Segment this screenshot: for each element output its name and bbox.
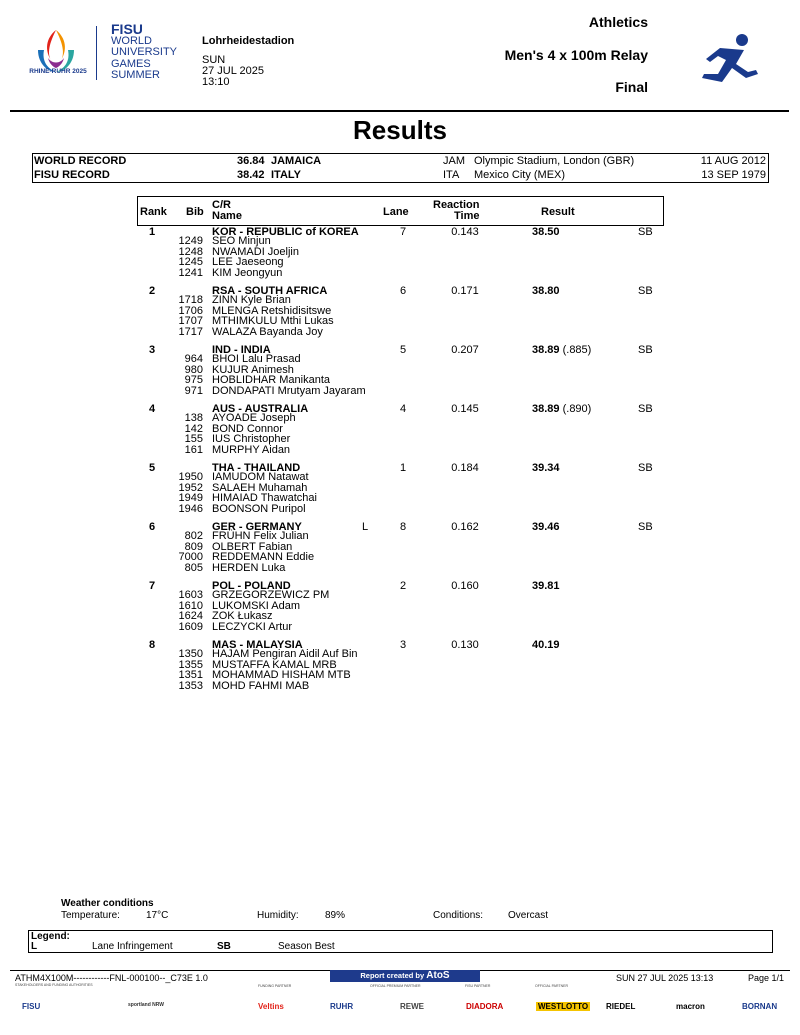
athlete-name: KUJUR Animesh — [212, 363, 294, 376]
bib-number: 1350 — [178, 648, 203, 660]
bib-number: 1610 — [178, 599, 203, 612]
col-name: Name — [212, 210, 242, 222]
bib-number: 964 — [184, 353, 203, 365]
reaction-time: 0.171 — [451, 285, 479, 297]
result-value: 38.89 — [532, 344, 560, 356]
partner-category: FISU PARTNER — [465, 984, 491, 988]
wordmark-line: FISU — [111, 21, 143, 37]
athlete-names — [212, 472, 317, 514]
bib-number: 161 — [184, 443, 203, 456]
record-noc: ITA — [443, 169, 460, 181]
legend-title: Legend: — [31, 931, 70, 942]
emblem-wordmark: RHINE-RUHR 2025 — [29, 68, 87, 75]
athlete-name: WALAZA Bayanda Joy — [212, 325, 323, 338]
legend-desc: Lane Infringement — [92, 941, 173, 952]
sponsor-logo: WESTLOTTO — [538, 1002, 589, 1011]
bib-number: 980 — [184, 363, 203, 376]
athlete-name: AYOADE Joseph — [212, 412, 296, 424]
team-name: RSA - SOUTH AFRICA — [212, 285, 328, 297]
result-row — [137, 227, 664, 286]
event-day: SUN — [202, 54, 226, 66]
athlete-name: NWAMADI Joeljin — [212, 245, 299, 258]
bib-number: 1241 — [178, 266, 203, 279]
bib-numbers — [165, 354, 203, 396]
athlete-name: DONDAPATI Mrutyam Jayaram — [212, 384, 366, 397]
athlete-name: HOBLIDHAR Manikanta — [212, 374, 330, 386]
rank: 3 — [148, 344, 156, 356]
athlete-name: BOONSON Puripol — [212, 502, 306, 515]
bib-number: 1718 — [178, 294, 203, 306]
record-date: 13 SEP 1979 — [701, 169, 766, 181]
fisu-wordmark — [111, 21, 178, 82]
result-value: 38.80 — [532, 285, 560, 297]
event-name: Men's 4 x 100m Relay — [504, 47, 648, 63]
record-label: WORLD RECORD — [34, 155, 127, 167]
bib-number: 1950 — [178, 471, 203, 483]
athlete-name: SALAEH Muhamah — [212, 481, 308, 494]
col-rank: Rank — [140, 206, 167, 218]
athlete-name: LECZYCKI Artur — [212, 620, 293, 633]
reaction-time: 0.130 — [451, 639, 479, 651]
bib-number: 1603 — [178, 589, 203, 601]
athlete-name: HAJAM Pengiran Aidil Auf Bin — [212, 648, 358, 660]
result-row — [137, 404, 664, 463]
event-date: 27 JUL 2025 — [202, 65, 264, 77]
record-flag: SB — [638, 403, 653, 415]
athlete-name: SEO Minjun — [212, 235, 271, 247]
bib-numbers — [165, 590, 203, 632]
report-code: ATHM4X100M------------FNL-000100--_C73E 1.0 — [15, 973, 208, 983]
athlete-name: MLENGA Retshidisitswe — [212, 304, 332, 317]
rank: 7 — [148, 580, 156, 592]
sponsor-logo: Veltins — [258, 1002, 284, 1011]
record-flag: SB — [638, 344, 653, 356]
bib-number: 1946 — [178, 502, 203, 515]
athlete-name: ZOK Łukasz — [212, 610, 273, 622]
lane: 1 — [399, 462, 407, 474]
result-row — [137, 345, 664, 404]
legend-box — [28, 930, 773, 953]
bib-numbers — [165, 531, 203, 573]
col-cr: C/R — [212, 199, 231, 211]
bib-numbers — [165, 472, 203, 514]
result-value: 40.19 — [532, 639, 560, 651]
lane: 8 — [399, 521, 407, 533]
athlete-name: REDDEMANN Eddie — [212, 551, 315, 563]
bib-number: 142 — [184, 422, 203, 435]
result-tie: (.885) — [562, 344, 592, 356]
reaction-time: 0.145 — [451, 403, 479, 415]
result-time — [532, 286, 560, 297]
bib-number: 1248 — [178, 245, 203, 258]
temperature-label: Temperature: — [61, 910, 120, 921]
record-flag: SB — [638, 285, 653, 297]
sponsor-logo: RIEDEL — [606, 1002, 636, 1011]
venue-name: Lohrheidestadion — [202, 35, 295, 47]
record-date: 11 AUG 2012 — [700, 155, 766, 167]
record-label: FISU RECORD — [34, 169, 110, 181]
result-value: 38.50 — [532, 226, 560, 238]
bib-number: 971 — [184, 384, 203, 397]
atos-logo: AtoS — [426, 970, 450, 981]
print-date: SUN 27 JUL 2025 13:13 — [616, 973, 714, 983]
bib-number: 1707 — [178, 315, 203, 327]
partner-category: OFFICIAL PARTNER — [535, 984, 568, 988]
bib-number: 7000 — [178, 551, 203, 563]
col-reaction: Reaction — [433, 199, 480, 211]
temperature-value: 17°C — [146, 910, 169, 921]
bib-number: 1249 — [178, 235, 203, 247]
col-lane: Lane — [383, 206, 409, 218]
result-value: 38.89 — [532, 403, 560, 415]
logo-divider — [96, 26, 97, 80]
conditions-value: Overcast — [508, 910, 549, 921]
sponsor-logo: FISU — [22, 1002, 41, 1011]
reaction-time: 0.162 — [451, 521, 479, 533]
record-team: ITALY — [271, 169, 301, 181]
reaction-time: 0.207 — [451, 344, 479, 356]
athlete-name: LEE Jaeseong — [212, 256, 284, 268]
athlete-names — [212, 236, 299, 278]
athlete-name: IUS Christopher — [212, 433, 291, 445]
legend-code: SB — [217, 941, 231, 952]
reaction-time: 0.143 — [451, 226, 479, 238]
record-time: 36.84 — [237, 155, 265, 167]
record-venue: Mexico City (MEX) — [474, 169, 566, 181]
col-result: Result — [541, 206, 575, 218]
result-row — [137, 522, 664, 581]
conditions-label: Conditions: — [433, 910, 484, 921]
team-name: GER - GERMANY — [212, 521, 302, 533]
lane: 2 — [399, 580, 407, 592]
banner-prefix: Report created by — [360, 971, 425, 980]
sponsor-logo: REWE — [400, 1002, 424, 1011]
rank: 2 — [148, 285, 156, 297]
atos-banner — [330, 970, 480, 982]
rank: 8 — [148, 639, 156, 651]
bib-numbers — [165, 295, 203, 337]
humidity-label: Humidity: — [257, 910, 299, 921]
athlete-name: IAMUDOM Natawat — [212, 471, 309, 483]
athlete-name: HERDEN Luka — [212, 561, 286, 574]
record-flag: SB — [638, 521, 653, 533]
athlete-name: KIM Jeongyun — [212, 266, 283, 279]
bib-number: 155 — [184, 433, 203, 445]
athlete-names — [212, 295, 334, 337]
report-subtitle: STAKEHOLDERS AND FUNDING AUTHORITIES — [15, 983, 93, 987]
lane: 6 — [399, 285, 407, 297]
athlete-name: HIMAIAD Thawatchai — [212, 492, 317, 504]
lane: 3 — [399, 639, 407, 651]
lane: 5 — [399, 344, 407, 356]
bib-number: 1717 — [178, 325, 203, 338]
bib-number: 1624 — [178, 610, 203, 622]
result-row — [137, 581, 664, 640]
result-tie: (.890) — [562, 403, 592, 415]
event-datetime — [202, 55, 264, 88]
lane: 4 — [399, 403, 407, 415]
bib-number: 1353 — [178, 679, 203, 692]
team-name: AUS - AUSTRALIA — [212, 403, 309, 415]
rank: 5 — [148, 462, 156, 474]
lane: 7 — [399, 226, 407, 238]
bib-number: 1706 — [178, 304, 203, 317]
result-value: 39.81 — [532, 580, 560, 592]
result-time — [532, 522, 560, 533]
result-time — [532, 227, 560, 238]
athlete-name: MTHIMKULU Mthi Lukas — [212, 315, 334, 327]
bib-number: 975 — [184, 374, 203, 386]
bib-number: 802 — [184, 530, 203, 542]
bib-number: 1609 — [178, 620, 203, 633]
rank: 4 — [148, 403, 156, 415]
athlete-names — [212, 531, 314, 573]
athlete-name: BHOI Lalu Prasad — [212, 353, 301, 365]
athlete-name: ZINN Kyle Brian — [212, 294, 291, 306]
record-row — [33, 154, 768, 168]
bib-numbers — [165, 236, 203, 278]
athlete-name: MUSTAFFA KAMAL MRB — [212, 658, 337, 671]
athlete-name: BOND Connor — [212, 422, 283, 435]
irm-code: L — [362, 521, 369, 533]
bib-number: 1952 — [178, 481, 203, 494]
col-bib: Bib — [186, 206, 204, 218]
athletics-pictogram-icon — [700, 32, 762, 86]
team-name: KOR - REPUBLIC of KOREA — [212, 226, 359, 238]
bib-number: 1355 — [178, 658, 203, 671]
record-row — [33, 168, 768, 182]
humidity-value: 89% — [325, 910, 346, 921]
athlete-name: FRÜHN Felix Julian — [212, 530, 309, 542]
sponsor-logo: DIADORA — [466, 1002, 504, 1011]
team-name: POL - POLAND — [212, 580, 291, 592]
athlete-name: MOHAMMAD HISHAM MTB — [212, 669, 351, 681]
athlete-names — [212, 590, 329, 632]
wordmark-line: SUMMER — [111, 69, 160, 81]
record-venue: Olympic Stadium, London (GBR) — [474, 155, 635, 167]
team-name: IND - INDIA — [212, 344, 271, 356]
records-box — [32, 153, 769, 183]
sponsor-logo: BORNAN — [742, 1002, 778, 1011]
record-team: JAMAICA — [271, 155, 322, 167]
rank: 6 — [148, 521, 156, 533]
partner-category: OFFICIAL PREMIUM PARTNER — [370, 984, 421, 988]
result-time — [532, 345, 591, 356]
athlete-name: LUKOMSKI Adam — [212, 599, 301, 612]
team-name: MAS - MALAYSIA — [212, 639, 303, 651]
result-time — [532, 581, 560, 592]
wordmark-line: GAMES — [111, 57, 151, 70]
athlete-name: OLBERT Fabian — [212, 540, 293, 553]
weather-title: Weather conditions — [61, 898, 154, 909]
partner-category: FUNDING PARTNER — [258, 984, 292, 988]
bib-number: 1245 — [178, 256, 203, 268]
event-phase: Final — [615, 79, 648, 95]
wordmark-line: UNIVERSITY — [111, 46, 178, 58]
team-name: THA - THAILAND — [212, 462, 301, 474]
bib-number: 138 — [184, 412, 203, 424]
col-reaction-time: Time — [454, 210, 480, 222]
bib-numbers — [165, 649, 203, 691]
legend-desc: Season Best — [278, 941, 335, 952]
bib-number: 809 — [184, 540, 203, 553]
result-time — [532, 640, 560, 651]
result-row — [137, 640, 664, 699]
result-time — [532, 404, 591, 415]
athlete-name: MOHD FAHMI MAB — [212, 679, 310, 692]
athlete-name: GRZEGORZEWICZ PM — [212, 589, 330, 601]
bib-number: 1949 — [178, 492, 203, 504]
athlete-name: MURPHY Aidan — [212, 443, 291, 456]
page-number: Page 1/1 — [747, 973, 784, 983]
result-row — [137, 286, 664, 345]
reaction-time: 0.184 — [451, 462, 479, 474]
result-time — [532, 463, 560, 474]
record-time: 38.42 — [237, 169, 265, 181]
reaction-time: 0.160 — [451, 580, 479, 592]
legend-code: L — [31, 941, 38, 952]
rank: 1 — [148, 226, 156, 238]
record-noc: JAM — [443, 155, 465, 167]
result-value: 39.46 — [532, 521, 560, 533]
header-rule — [10, 110, 789, 112]
bib-number: 805 — [184, 561, 203, 574]
bib-numbers — [165, 413, 203, 455]
wordmark-line: WORLD — [111, 34, 152, 47]
sponsor-logo: sportland NRW — [128, 1002, 165, 1008]
record-flag: SB — [638, 462, 653, 474]
results-header — [137, 196, 664, 226]
sponsor-logo: macron — [676, 1002, 705, 1011]
athlete-names — [212, 649, 358, 691]
result-value: 39.34 — [532, 462, 560, 474]
sport-name: Athletics — [588, 14, 648, 30]
record-flag: SB — [638, 226, 653, 238]
result-row — [137, 463, 664, 522]
athlete-names — [212, 413, 296, 455]
sponsor-logo: RUHR — [330, 1002, 354, 1011]
bib-number: 1351 — [178, 669, 203, 681]
athlete-names — [212, 354, 366, 396]
event-time: 13:10 — [202, 76, 230, 88]
page-title: Results — [353, 115, 447, 145]
